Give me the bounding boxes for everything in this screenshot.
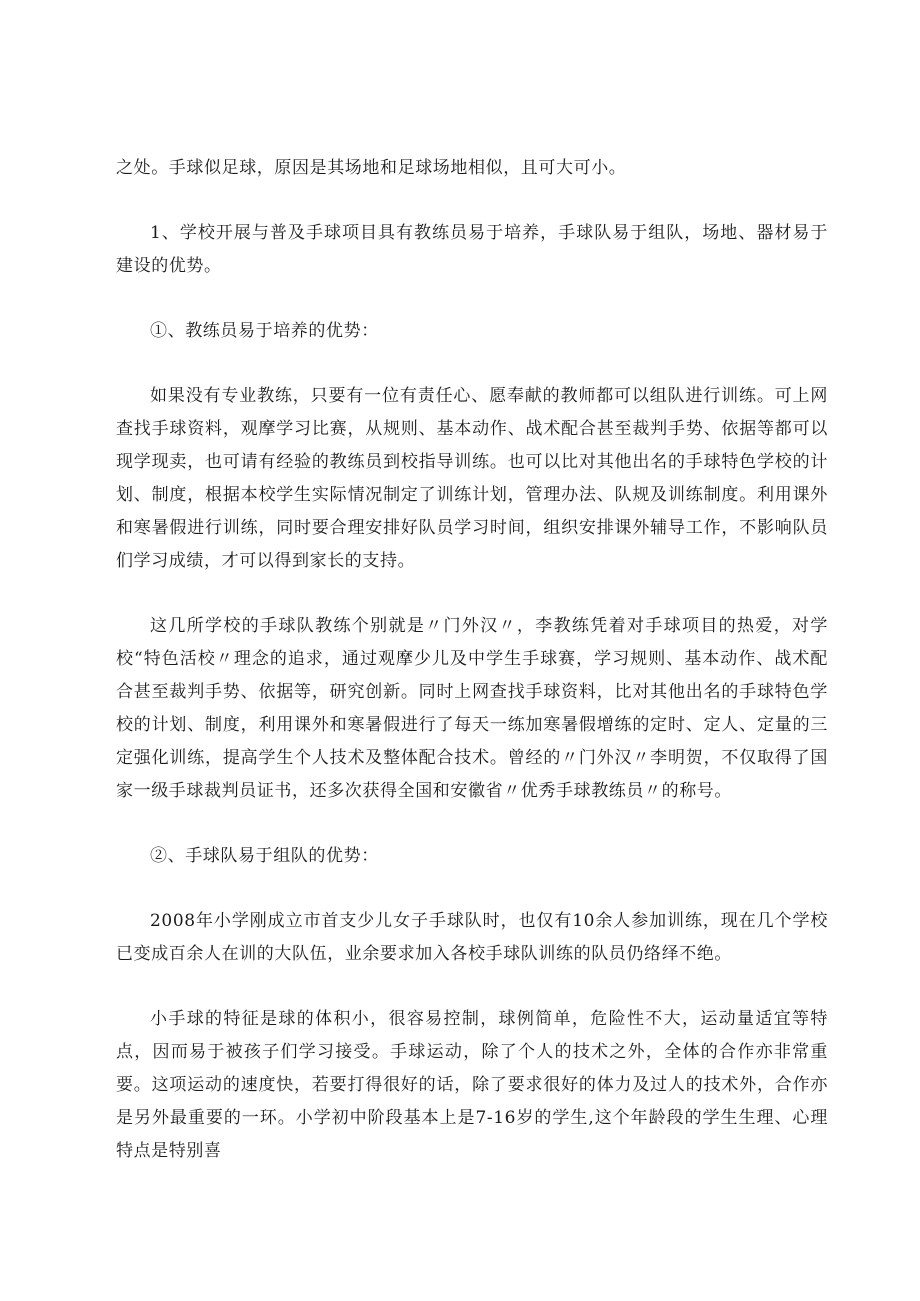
paragraph-coach-example: 这几所学校的手球队教练个别就是〃门外汉〃，李教练凭着对手球项目的热爱，对学校“特色活校〃理念的追求，通过观摩少儿及中学生手球赛，学习规则、基本动作、战术配合甚至裁判手势、依据等，研究创新。同时上网查找手球资料，比对其他出名的手球特色学校的计划、制度，利用课外和寒暑假进行了每天一练加寒暑假增练的定时、定人、定量的三定强化训练，提高学生个人技术及整体配合技术。曾经的〃门外汉〃李明贺，不仅取得了国家一级手球裁判员证书，还多次获得全国和安徽省〃优秀手球教练员〃的称号。: [116, 616, 828, 801]
paragraph-continuation: 之处。手球似足球，原因是其场地和足球场地相似，且可大可小。: [116, 158, 627, 178]
paragraph-school-advantages: 1、学校开展与普及手球项目具有教练员易于培养，手球队易于组队，场地、器材易于建设的优势。: [116, 223, 828, 276]
heading-coach-training: ①、教练员易于培养的优势：: [150, 321, 379, 341]
paragraph-mini-handball: 小手球的特征是球的体积小，很容易控制，球例简单，危险性不大，运动量适宜等特点，因而易于被孩子们学习接受。手球运动，除了个人的技术之外，全体的合作亦非常重要。这项运动的速度快，若要打得很好的话，除了要求很好的体力及过人的技术外，合作亦是另外最重要的一环。小学初中阶段基本上是7-16岁的学生,这个年龄段的学生生理、心理特点是特别喜: [116, 1009, 828, 1161]
paragraph-team-history: 2008年小学刚成立市首支少儿女子手球队时，也仅有10余人参加训练，现在几个学校已变成百余人在训的大队伍，业余要求加入各校手球队训练的队员仍络绎不绝。: [116, 911, 828, 964]
document-body: [116, 152, 828, 1200]
paragraph-coach-training: 如果没有专业教练，只要有一位有责任心、愿奉献的教师都可以组队进行训练。可上网查找手球资料，观摩学习比赛，从规则、基本动作、战术配合甚至裁判手势、依据等都可以现学现卖，也可请有经验的教练员到校指导训练。也可以比对其他出名的手球特色学校的计划、制度，根据本校学生实际情况制定了训练计划，管理办法、队规及训练制度。利用课外和寒暑假进行训练，同时要合理安排好队员学习时间，组织安排课外辅导工作，不影响队员们学习成绩，才可以得到家长的支持。: [116, 386, 828, 571]
heading-team-forming: ②、手球队易于组队的优势：: [150, 846, 379, 866]
